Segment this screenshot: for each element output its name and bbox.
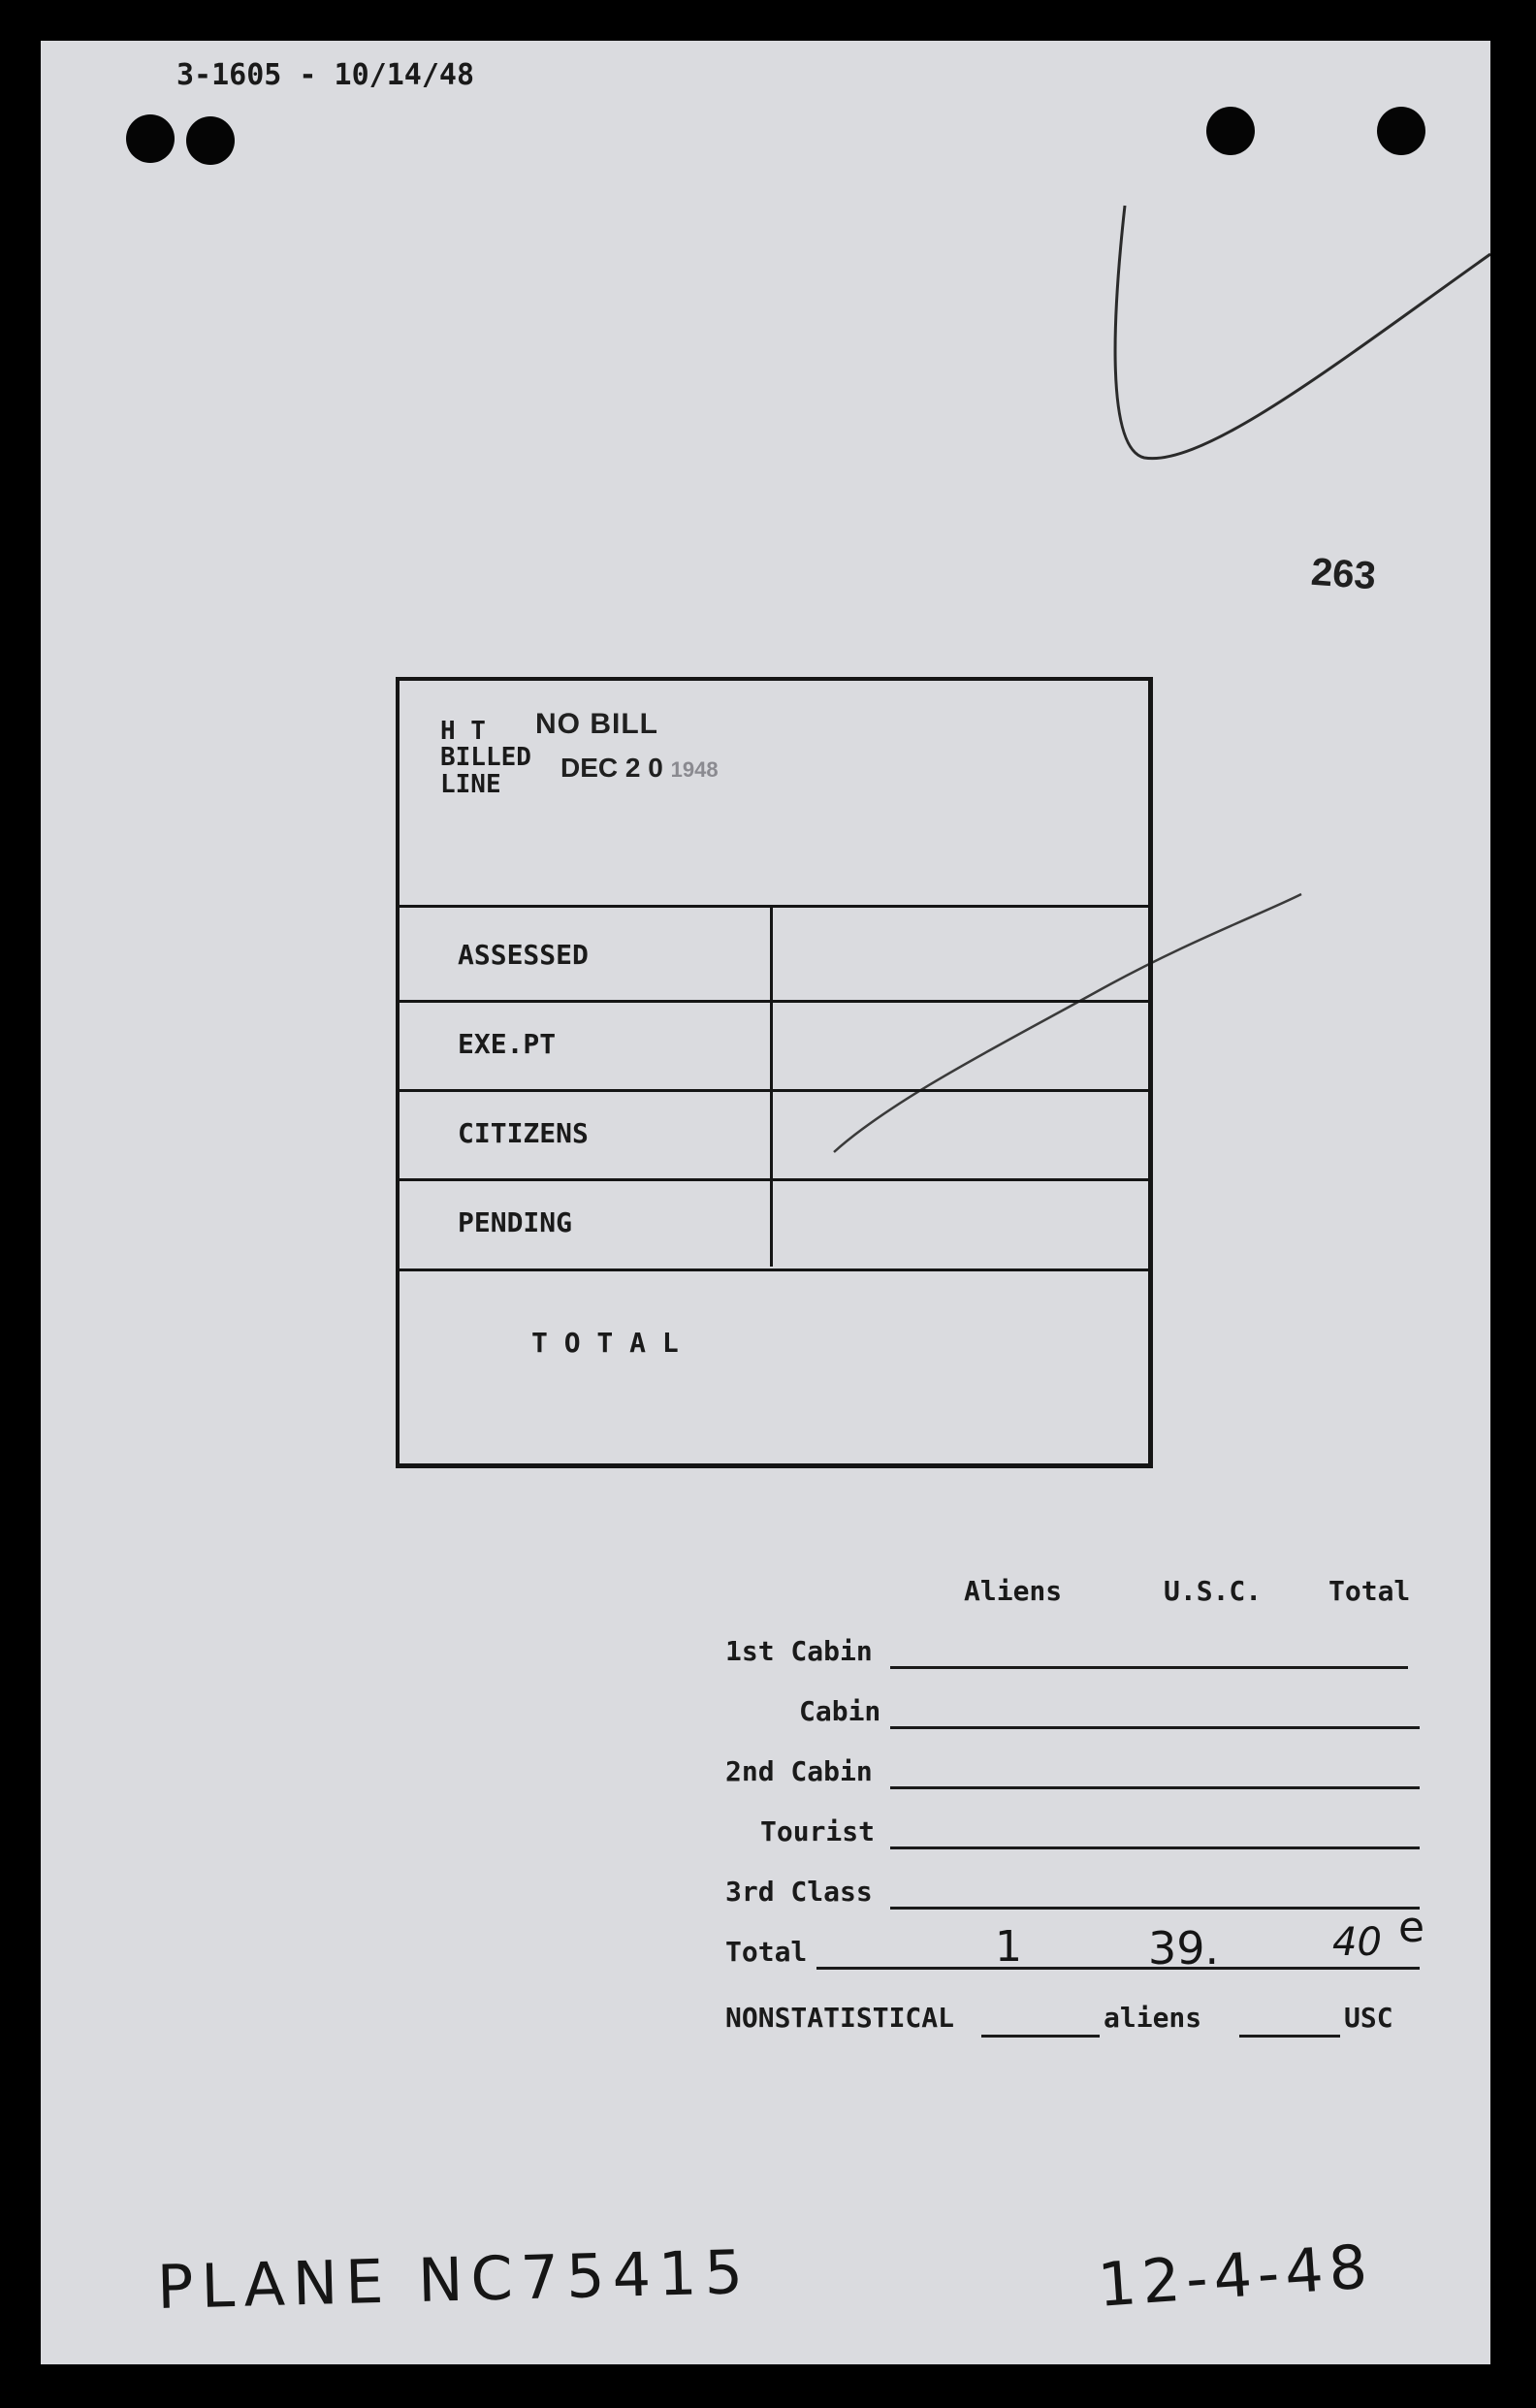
row-label-cabin: Cabin: [799, 1695, 881, 1727]
box-top-border: [396, 677, 1152, 681]
date-stamp-year: 1948: [670, 757, 719, 782]
box-divider-4: [400, 1178, 1150, 1181]
line-label: LINE: [440, 770, 501, 799]
column-usc: U.S.C.: [1164, 1575, 1263, 1607]
nonstatistical-usc-label: USC: [1344, 2002, 1393, 2034]
form-code: 3-1605 - 10/14/48: [176, 58, 475, 92]
total-usc-value: 39.: [1148, 1922, 1220, 1975]
total-total-value: 40: [1332, 1920, 1382, 1965]
nonstatistical-usc-line: [1239, 2035, 1340, 2038]
box-column-divider: [770, 908, 773, 1267]
citizens-label: CITIZENS: [458, 1117, 589, 1149]
row-line-3rd-class: [890, 1907, 1420, 1910]
box-total-label: T O T A L: [531, 1327, 679, 1359]
handwritten-plane-number: PLANE NC75415: [156, 2236, 752, 2323]
row-label-total: Total: [725, 1936, 808, 1968]
row-line-cabin: [890, 1726, 1420, 1729]
handwritten-date: 12-4-48: [1095, 2231, 1376, 2321]
row-line-total: [816, 1967, 1420, 1970]
total-aliens-value: 1: [995, 1922, 1022, 1972]
row-label-3rd-class: 3rd Class: [725, 1876, 873, 1908]
pending-label: PENDING: [458, 1206, 573, 1238]
box-left-border: [396, 677, 400, 1468]
date-stamp: [560, 753, 719, 784]
exempt-label: EXE.PT: [458, 1028, 557, 1060]
column-total: Total: [1328, 1575, 1411, 1607]
row-line-2nd-cabin: [890, 1786, 1420, 1789]
pencil-check-mark: [41, 41, 1490, 1301]
box-divider-2: [400, 1000, 1150, 1003]
date-stamp-main: DEC 2 0: [560, 753, 663, 783]
row-label-1st-cabin: 1st Cabin: [725, 1635, 873, 1667]
nonstatistical-aliens-line: [981, 2035, 1100, 2038]
assessed-label: ASSESSED: [458, 939, 589, 971]
nonstatistical-label: NONSTATISTICAL: [725, 2002, 955, 2034]
ht-label: H T: [440, 717, 486, 746]
box-right-border: [1148, 677, 1153, 1468]
nonstatistical-aliens-label: aliens: [1104, 2002, 1202, 2034]
row-line-tourist: [890, 1846, 1420, 1849]
row-label-tourist: Tourist: [760, 1815, 876, 1847]
box-bottom-border: [396, 1463, 1153, 1468]
column-aliens: Aliens: [964, 1575, 1063, 1607]
box-divider-3: [400, 1089, 1150, 1092]
row-line-1st-cabin: [890, 1666, 1408, 1669]
no-bill-stamp: NO BILL: [535, 708, 658, 740]
billed-label: BILLED: [440, 743, 531, 772]
box-divider-5: [400, 1268, 1150, 1271]
box-divider-1: [400, 905, 1150, 908]
row-label-2nd-cabin: 2nd Cabin: [725, 1755, 873, 1787]
total-checked-mark: e: [1398, 1903, 1425, 1952]
page-number: 263: [1309, 550, 1378, 598]
document-page: [41, 41, 1490, 2364]
